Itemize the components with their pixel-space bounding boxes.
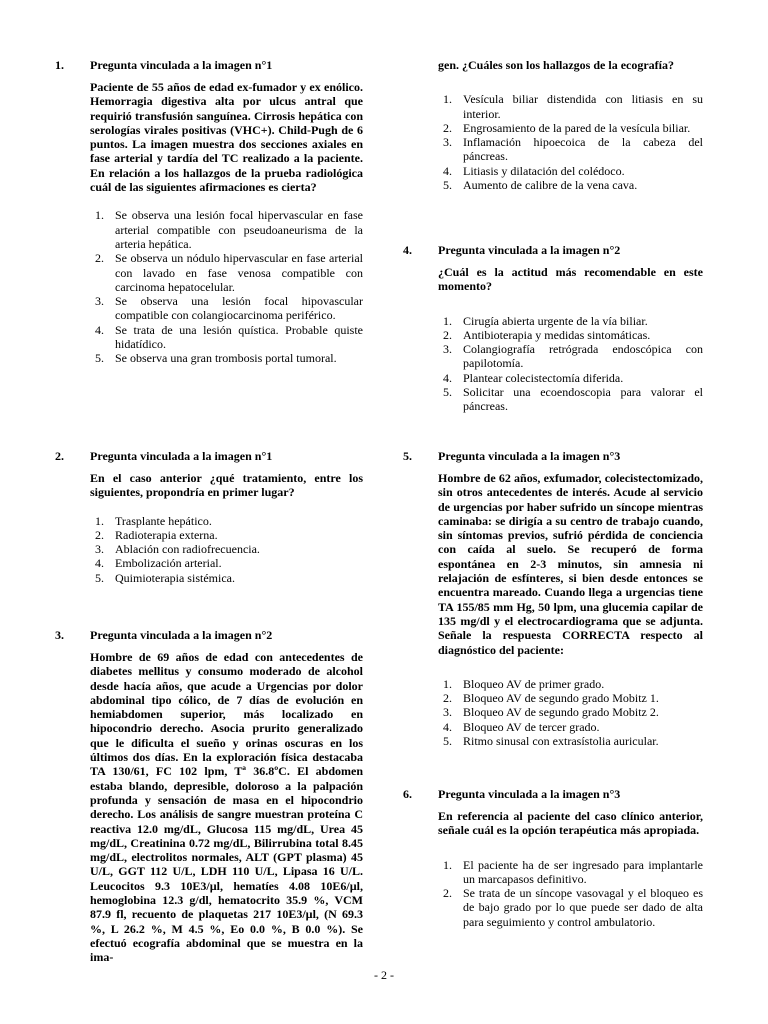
answer-option[interactable]: 3. Ablación con radiofrecuencia. — [95, 542, 260, 557]
question-number: 2. — [55, 449, 64, 463]
answer-option[interactable]: 4. Plantear colecistectomía diferida. — [443, 370, 624, 385]
answer-option[interactable]: 5. Solicitar una ecoendoscopia para valorar el páncreas. — [443, 385, 703, 414]
answer-option[interactable]: 1. Bloqueo AV de primer grado. — [443, 676, 605, 691]
answer-option[interactable]: 5. Aumento de calibre de la vena cava. — [443, 178, 638, 193]
answer-option[interactable]: 1. Cirugía abierta urgente de la vía biliar. — [443, 313, 648, 328]
answer-option[interactable]: 2. Se trata de un síncope vasovagal y el bloqueo es de bajo grado por lo que puede ser dado de alta para seguimiento y control ambulatorio. — [443, 886, 703, 929]
answer-option[interactable]: 3. Inflamación hipoecoica de la cabeza del páncreas. — [443, 135, 703, 164]
question-header — [403, 787, 703, 802]
answer-option[interactable]: 3. Se observa una lesión focal hipovascular compatible con colangiocarcinoma periférico. — [95, 294, 363, 323]
answer-option[interactable]: 2. Engrosamiento de la pared de la vesícula biliar. — [443, 120, 691, 135]
answer-option[interactable]: 5. Se observa una gran trombosis portal tumoral. — [95, 351, 337, 366]
question-1 — [55, 58, 363, 366]
question-5 — [403, 449, 703, 748]
question-header — [55, 628, 363, 643]
answer-option[interactable]: 2. Antibioterapia y medidas sintomáticas. — [443, 327, 651, 342]
answer-option[interactable]: 3. Bloqueo AV de segundo grado Mobitz 2. — [443, 705, 659, 720]
question-3 — [55, 628, 363, 965]
question-header — [55, 449, 363, 464]
answer-options — [443, 858, 703, 929]
question-6 — [403, 787, 703, 929]
question-title: Pregunta vinculada a la imagen n°2 — [438, 243, 621, 257]
question-title: Pregunta vinculada a la imagen n°1 — [90, 58, 273, 72]
answer-option[interactable]: 4. Litiasis y dilatación del colédoco. — [443, 163, 625, 178]
question-title: Pregunta vinculada a la imagen n°3 — [438, 449, 621, 463]
question-number: 3. — [55, 628, 64, 642]
question-number: 4. — [403, 243, 412, 257]
answer-options — [443, 677, 703, 748]
answer-option[interactable]: 1. Trasplante hepático. — [95, 513, 212, 528]
answer-option[interactable]: 4. Bloqueo AV de tercer grado. — [443, 719, 600, 734]
question-number: 6. — [403, 787, 412, 801]
answer-option[interactable]: 3. Colangiografía retrógrada endoscópica con papilotomía. — [443, 342, 703, 371]
question-number: 5. — [403, 449, 412, 463]
answer-option[interactable]: 1. Se observa una lesión focal hipervascular en fase arterial compatible con pseudoaneurisma de la arteria hepática. — [95, 208, 363, 251]
answer-option[interactable]: 2. Bloqueo AV de segundo grado Mobitz 1. — [443, 691, 659, 706]
question-stem: ¿Cuál es la actitud más recomendable en este momento? — [438, 265, 703, 294]
question-stem: Paciente de 55 años de edad ex-fumador y ex enólico. Hemorragia digestiva alta por ulcus antral que requirió transfusión sanguínea. Cirrosis hepática con serologías virales positivas (VHC+). Child-Pugh de 6 puntos. La imagen muestra dos secciones axiales en fase arterial y tardía del TC realizado a la paciente. En relación a los hallazgos de la prueba radiológica cuál de las siguientes afirmaciones es cierta? — [90, 80, 363, 195]
question-header — [403, 449, 703, 464]
question-title: Pregunta vinculada a la imagen n°2 — [90, 628, 273, 642]
answer-option[interactable]: 4. Se trata de una lesión quística. Probable quiste hidatídico. — [95, 322, 363, 352]
answer-options — [95, 514, 363, 585]
question-stem: Hombre de 69 años de edad con antecedentes de diabetes mellitus y consumo moderado de alcohol desde hacía años, que acude a Urgencias por dolor abdominal tipo cólico, de 7 días de evolución en hemiabdomen superior, más localizado en hipocondrio derecho. Asocia prurito generalizado que le dificulta el sueño y orinas oscuras en los últimos dos días. En la exploración física destacaba TA 130/61, FC 102 lpm, Tª 36.8ºC. El abdomen estaba blando, depresible, doloroso a la palpación profunda y sensación de masa en el hipocondrio derecho. Los análisis de sangre muestran proteína C reactiva 12.0 mg/dL, Glucosa 115 mg/dL, Urea 45 mg/dL, Creatinina 0.72 mg/dL, Bilirrubina total 8.45 mg/dL, electrolitos normales, ALT (GPT plasma) 45 U/L, GGT 112 U/L, LDH 110 U/L, Lipasa 16 U/L. Leucocitos 9.3 10E3/µl, hematíes 4.08 10E6/µl, hemoglobina 12.3 g/dl, hematocrito 35.9 %, VCM 87.9 fl, recuento de plaquetas 217 10E3/µl, (N 69.3 %, L 26.2 %, M 4.5 %, Eo 0.0 %, B 0.0 %). Se efectuó ecografía abdominal que se muestra en la ima- — [90, 650, 363, 965]
question-title: Pregunta vinculada a la imagen n°3 — [438, 787, 621, 801]
question-3-continued — [403, 58, 703, 192]
answer-option[interactable]: 1. El paciente ha de ser ingresado para implantarle un marcapasos definitivo. — [443, 857, 703, 886]
question-header — [55, 58, 363, 73]
question-2 — [55, 449, 363, 585]
answer-option[interactable]: 4. Embolización arterial. — [95, 556, 222, 571]
answer-option[interactable]: 5. Quimioterapia sistémica. — [95, 570, 235, 585]
answer-options — [443, 92, 703, 192]
question-header — [403, 243, 703, 258]
answer-option[interactable]: 1. Vesícula biliar distendida con litiasis en su interior. — [443, 92, 703, 121]
question-4 — [403, 243, 703, 414]
question-stem: En referencia al paciente del caso clínico anterior, señale cuál es la opción terapéutica más apropiada. — [438, 809, 703, 838]
answer-options — [95, 208, 363, 365]
question-stem: Hombre de 62 años, exfumador, colecistectomizado, sin otros antecedentes de interés. Acude al servicio de urgencias por haber sufrido un síncope mientras caminaba: se dirigía a su centro de trabajo cuando, sin síntomas previos, sufrió pérdida de conciencia con caída al suelo. Se recuperó de forma espontánea en 2-3 minutos, sin amnesia ni relajación de esfínteres, si bien desde entonces se encuentra mareado. Cuando llega a urgencias tiene TA 155/85 mm Hg, 50 lpm, una glucemia capilar de 135 mg/dl y el electrocardiograma que se adjunta. Señale la respuesta CORRECTA respecto al diagnóstico del paciente: — [438, 471, 703, 657]
question-stem-continued: gen. ¿Cuáles son los hallazgos de la ecografía? — [438, 58, 674, 72]
page-number: - 2 - — [374, 968, 394, 982]
question-stem: En el caso anterior ¿qué tratamiento, entre los siguientes, propondría en primer lugar? — [90, 471, 363, 500]
answer-options — [443, 314, 703, 414]
answer-option[interactable]: 5. Ritmo sinusal con extrasístolia auricular. — [443, 734, 659, 749]
question-number: 1. — [55, 58, 64, 72]
question-title: Pregunta vinculada a la imagen n°1 — [90, 449, 273, 463]
answer-option[interactable]: 2. Radioterapia externa. — [95, 527, 218, 542]
answer-option[interactable]: 2. Se observa un nódulo hipervascular en fase arterial con lavado en fase venosa compatible con carcinoma hepatocelular. — [95, 251, 363, 294]
